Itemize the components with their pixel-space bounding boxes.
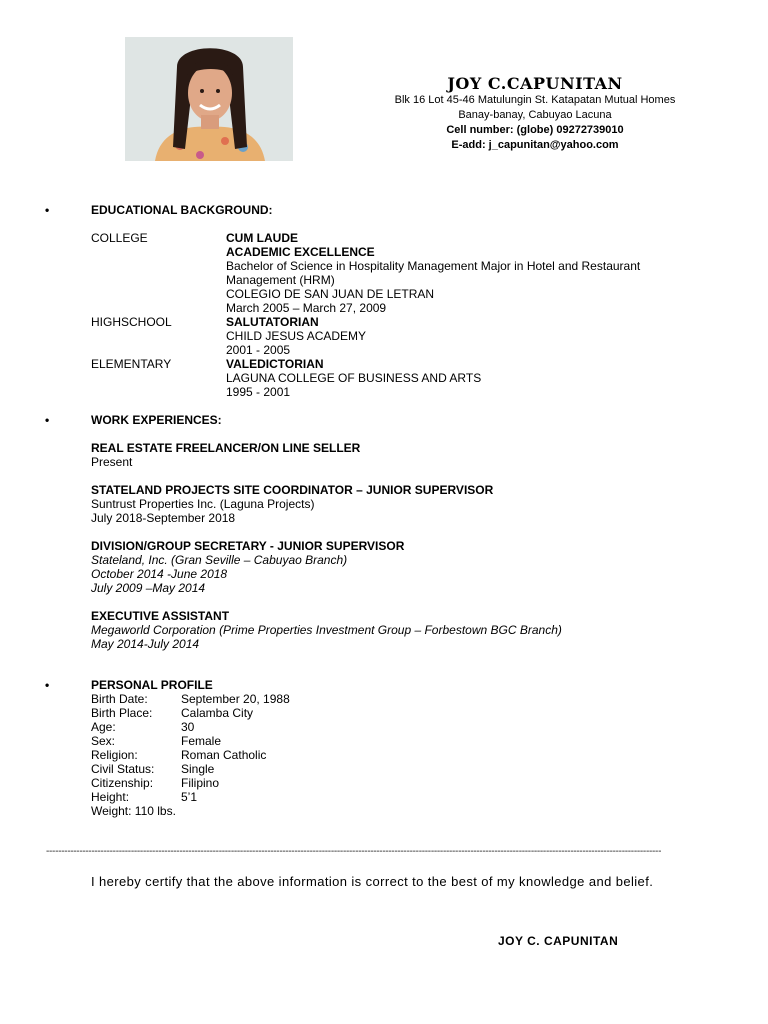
certification-statement: I hereby certify that the above information is correct to the best of my knowledge and belief. — [91, 874, 654, 889]
college-school: COLEGIO DE SAN JUAN DE LETRAN — [226, 287, 435, 301]
profile-row — [91, 706, 290, 720]
job-4-dates: May 2014-July 2014 — [91, 637, 200, 651]
college-degree-2: Management (HRM) — [226, 273, 335, 287]
bullet-profile: • — [45, 678, 50, 692]
work-title: WORK EXPERIENCES: — [91, 413, 222, 427]
profile-row — [91, 720, 290, 734]
profile-row — [91, 790, 290, 804]
bullet-education: • — [45, 203, 50, 217]
personal-profile — [91, 692, 290, 818]
job-3-dates-2: July 2009 –May 2014 — [91, 581, 206, 595]
highschool-years: 2001 - 2005 — [226, 343, 291, 357]
applicant-name: JOY C.CAPUNITAN — [447, 74, 623, 93]
profile-key: Religion: — [91, 748, 138, 762]
profile-row — [91, 762, 290, 776]
profile-value: Roman Catholic — [181, 748, 267, 762]
profile-key: Citizenship: — [91, 776, 154, 790]
profile-row — [91, 734, 290, 748]
job-4-company: Megaworld Corporation (Prime Properties Investment Group – Forbestown BGC Branch) — [91, 623, 562, 637]
job-2 — [91, 483, 711, 525]
job-2-company: Suntrust Properties Inc. (Laguna Projects) — [91, 497, 315, 511]
profile-row — [91, 776, 290, 790]
resume-header — [380, 74, 690, 153]
college-degree-1: Bachelor of Science in Hospitality Management Major in Hotel and Restaurant — [226, 259, 641, 273]
college-label: COLLEGE — [91, 231, 148, 245]
college-details — [226, 231, 676, 315]
address-line-1: Blk 16 Lot 45-46 Matulungin St. Katapatan Mutual Homes — [394, 94, 676, 106]
profile-row — [91, 748, 290, 762]
profile-value: Female — [181, 734, 222, 748]
profile-key: Civil Status: — [91, 762, 155, 776]
college-honor-2: ACADEMIC EXCELLENCE — [226, 245, 375, 259]
elementary-details — [226, 357, 676, 399]
college-years: March 2005 – March 27, 2009 — [226, 301, 387, 315]
profile-key: Age: — [91, 720, 116, 734]
profile-key: Birth Place: — [91, 706, 153, 720]
profile-key: Height: — [91, 790, 130, 804]
college-honor-1: CUM LAUDE — [226, 231, 298, 245]
profile-photo — [125, 37, 293, 161]
elementary-honor: VALEDICTORIAN — [226, 357, 324, 371]
job-3-title: DIVISION/GROUP SECRETARY - JUNIOR SUPERVISOR — [91, 539, 405, 553]
signature-name: JOY C. CAPUNITAN — [498, 934, 619, 948]
elementary-years: 1995 - 2001 — [226, 385, 291, 399]
profile-value: 5’1 — [181, 790, 198, 804]
job-3-company: Stateland, Inc. (Gran Seville – Cabuyao Branch) — [91, 553, 348, 567]
job-4 — [91, 609, 711, 651]
address-line-2: Banay-banay, Cabuyao Lacuna — [458, 109, 612, 121]
highschool-label: HIGHSCHOOL — [91, 315, 172, 329]
job-1-title: REAL ESTATE FREELANCER/ON LINE SELLER — [91, 441, 361, 455]
job-4-title: EXECUTIVE ASSISTANT — [91, 609, 230, 623]
profile-key: Birth Date: — [91, 692, 148, 706]
profile-weight: Weight: 110 lbs. — [91, 804, 176, 818]
profile-row — [91, 692, 290, 706]
profile-title: PERSONAL PROFILE — [91, 678, 213, 692]
profile-value: Calamba City — [181, 706, 254, 720]
profile-key: Sex: — [91, 734, 116, 748]
highschool-details — [226, 315, 676, 357]
cell-number: Cell number: (globe) 09272739010 — [446, 124, 624, 136]
email-address: E-add: j_capunitan@yahoo.com — [451, 139, 619, 151]
dashed-divider: ----------------------------------------------------------------------------------------------------------------------------------------------------------------------------------------------------------- — [46, 846, 662, 857]
profile-value: September 20, 1988 — [181, 692, 290, 706]
profile-value: Single — [181, 762, 215, 776]
profile-value: Filipino — [181, 776, 220, 790]
highschool-honor: SALUTATORIAN — [226, 315, 319, 329]
highschool-school: CHILD JESUS ACADEMY — [226, 329, 367, 343]
job-1 — [91, 441, 711, 469]
elementary-label: ELEMENTARY — [91, 357, 172, 371]
job-3-dates-1: October 2014 -June 2018 — [91, 567, 228, 581]
profile-value: 30 — [181, 720, 195, 734]
education-title: EDUCATIONAL BACKGROUND: — [91, 203, 273, 217]
job-2-title: STATELAND PROJECTS SITE COORDINATOR – JUNIOR SUPERVISOR — [91, 483, 494, 497]
job-2-dates: July 2018-September 2018 — [91, 511, 236, 525]
bullet-work: • — [45, 413, 50, 427]
elementary-school: LAGUNA COLLEGE OF BUSINESS AND ARTS — [226, 371, 482, 385]
job-3 — [91, 539, 711, 595]
job-1-line-1: Present — [91, 455, 133, 469]
